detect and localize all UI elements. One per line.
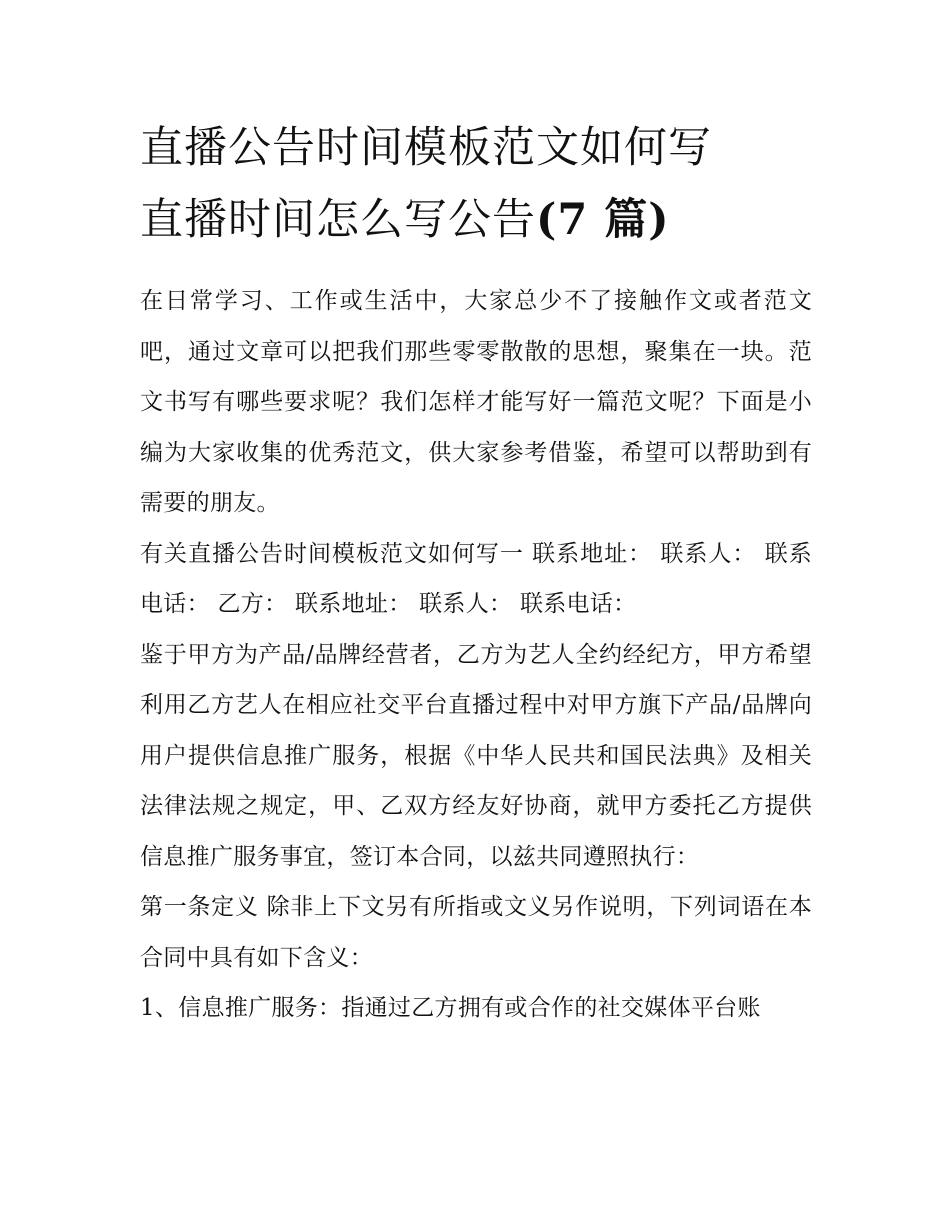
- intro-paragraph: 在日常学习、工作或生活中，大家总少不了接触作文或者范文吧，通过文章可以把我们那些零零散散的思想，聚集在一块。范文书写有哪些要求呢？我们怎样才能写好一篇范文呢？下面是小编为大家收集的优秀范文，供大家参考借鉴，希望可以帮助到有需要的朋友。: [140, 288, 812, 516]
- title-line-1: 直播公告时间模板范文如何写: [140, 123, 712, 173]
- section-heading-paragraph: 有关直播公告时间模板范文如何写一 联系地址： 联系人： 联系电话： 乙方： 联系地址： 联系人： 联系电话：: [140, 540, 812, 617]
- title-line-2: 直播时间怎么写公告: [140, 195, 536, 245]
- article-1-paragraph: 第一条定义 除非上下文另有所指或文义另作说明，下列词语在本合同中具有如下含义：: [140, 894, 812, 971]
- document-title: [140, 112, 812, 256]
- preamble-paragraph: 鉴于甲方为产品/品牌经营者，乙方为艺人全约经纪方，甲方希望利用乙方艺人在相应社交平台直播过程中对甲方旗下产品/品牌向用户提供信息推广服务，根据《中华人民共和国民法典》及相关法律法规之规定，甲、乙双方经友好协商，就甲方委托乙方提供信息推广服务事宜，签订本合同，以兹共同遵照执行：: [140, 641, 812, 870]
- item-1-paragraph: 1、信息推广服务：指通过乙方拥有或合作的社交媒体平台账: [140, 995, 761, 1021]
- document-body: [140, 112, 812, 1034]
- title-count: (7 篇): [536, 195, 670, 245]
